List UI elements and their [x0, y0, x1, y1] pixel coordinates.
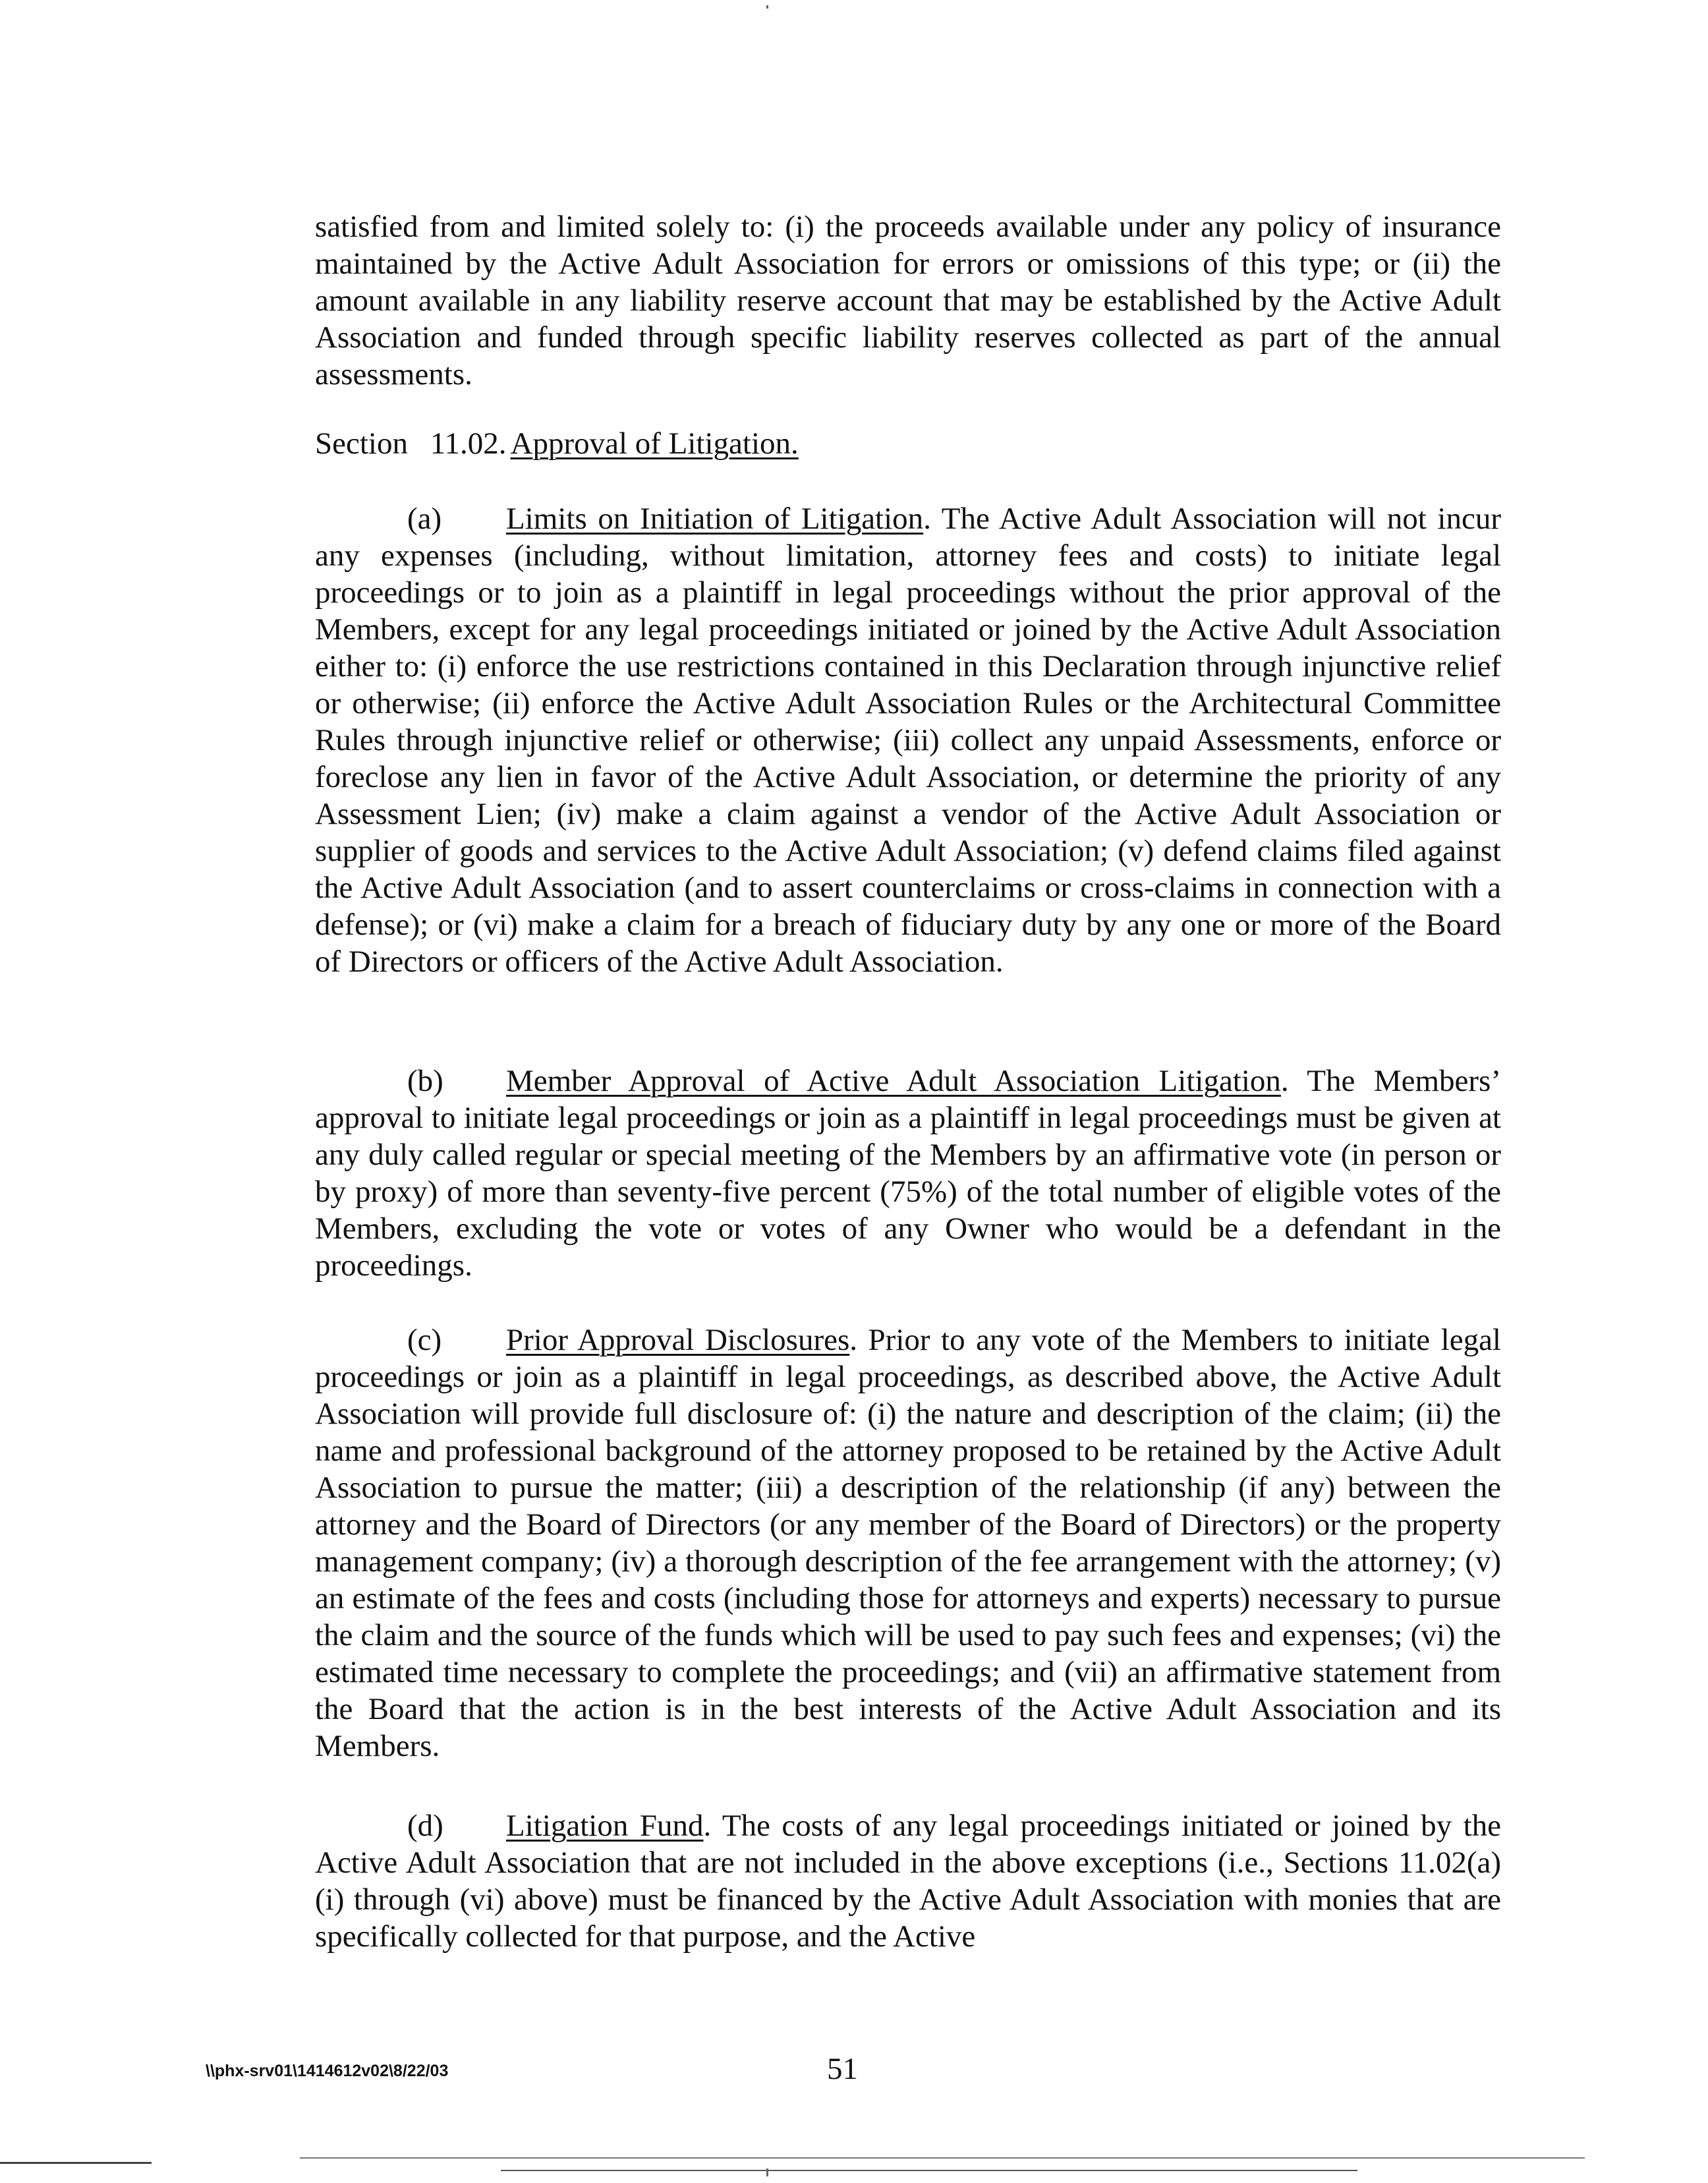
paragraph-d-heading: Litigation Fund [506, 1809, 704, 1843]
paragraph-d-text: . The costs of any legal proceedings initiated or joined by the Active Adult Association that are not included in the above exceptions (i.e., Sections 11.02(a)(i) through (vi) above) must be financed by the Active Adult Association with monies that are specifically collected for that purpose, and the Active [315, 1809, 1502, 1954]
paragraph-a-heading: Limits on Initiation of Litigation [506, 502, 924, 536]
paragraph-b-text: . The Members’ approval to initiate legal proceedings or join as a plaintiff in legal proceedings must be given at any duly called regular or special meeting of the Members by an affirmative vote (in person or by proxy) of more than seventy-five percent (75%) of the total number of eligible votes of the Members, excluding the vote or votes of any Owner who would be a defendant in the proceedings. [315, 1064, 1501, 1283]
page-number: 51 [827, 2052, 858, 2086]
paragraph-a-text: . The Active Adult Association will not incur any expenses (including, without limitation, attorney fees and costs) to initiate legal proceedings or to join as a plaintiff in legal proceedings without the prior approval of the Members, except for any legal proceedings initiated or joined by the Active Adult Association either to: (i) enforce the use restrictions contained in this Declaration through injunctive relief or otherwise; (ii) enforce the Active Adult Association Rules or the Architectural Committee Rules through injunctive relief or otherwise; (iii) collect any unpaid Assessments, enforce or foreclose any lien in favor of the Active Adult Association, or determine the priority of any Assessment Lien; (iv) make a claim against a vendor of the Active Adult Association or supplier of goods and services to the Active Adult Association; (v) defend claims filed against the Active Adult Association (and to assert counterclaims or cross-claims in connection with a defense); or (vi) make a claim for a breach of fiduciary duty by any one or more of the Board of Directors or officers of the Active Adult Association. [315, 502, 1501, 979]
paragraph-b-heading: Member Approval of Active Adult Association Litigation [506, 1064, 1281, 1098]
scan-edge-line-center [300, 2157, 1585, 2159]
section-label: Section [315, 426, 408, 461]
section-title: Approval of Litigation. [510, 426, 799, 461]
scan-edge-line-bottom [501, 2170, 1357, 2171]
paragraph-c [315, 1322, 1501, 1764]
paragraph-a-label: (a) [407, 502, 442, 536]
opening-paragraph-text: satisfied from and limited solely to: (i) the proceeds available under any policy of insurance maintained by the Active Adult Association for errors or omissions of this type; or (ii) the amount available in any liability reserve account that may be established by the Active Adult Association and funded through specific liability reserves collected as part of the annual assessments. [315, 210, 1501, 392]
paragraph-c-text: . Prior to any vote of the Members to initiate legal proceedings or join as a plaintiff in legal proceedings, as described above, the Active Adult Association will provide full disclosure of: (i) the nature and description of the claim; (ii) the name and professional background of the attorney proposed to be retained by the Active Adult Association to pursue the matter; (iii) a description of the relationship (if any) between the attorney and the Board of Directors (or any member of the Board of Directors) or the property management company; (iv) a thorough description of the fee arrangement with the attorney; (v) an estimate of the fees and costs (including those for attorneys and experts) necessary to pursue the claim and the source of the funds which will be used to pay such fees and expenses; (vi) the estimated time necessary to complete the proceedings; and (vii) an affirmative statement from the Board that the action is in the best interests of the Active Adult Association and its Members. [315, 1323, 1501, 1763]
opening-paragraph [315, 208, 1501, 393]
paragraph-c-label: (c) [407, 1323, 442, 1357]
scan-edge-line-left [0, 2162, 152, 2164]
section-heading [315, 425, 799, 462]
paragraph-d [315, 1807, 1501, 1955]
paragraph-c-heading: Prior Approval Disclosures [506, 1323, 850, 1357]
paragraph-b [315, 1062, 1501, 1284]
paragraph-b-label: (b) [407, 1064, 443, 1098]
paragraph-d-label: (d) [407, 1809, 443, 1843]
section-number: 11.02. [430, 426, 507, 461]
paragraph-a [315, 500, 1501, 980]
scan-speck-bottom [766, 2168, 768, 2176]
footer-file-path: \\phx-srv01\1414612v02\8/22/03 [206, 2062, 449, 2080]
scan-speck [766, 5, 768, 9]
